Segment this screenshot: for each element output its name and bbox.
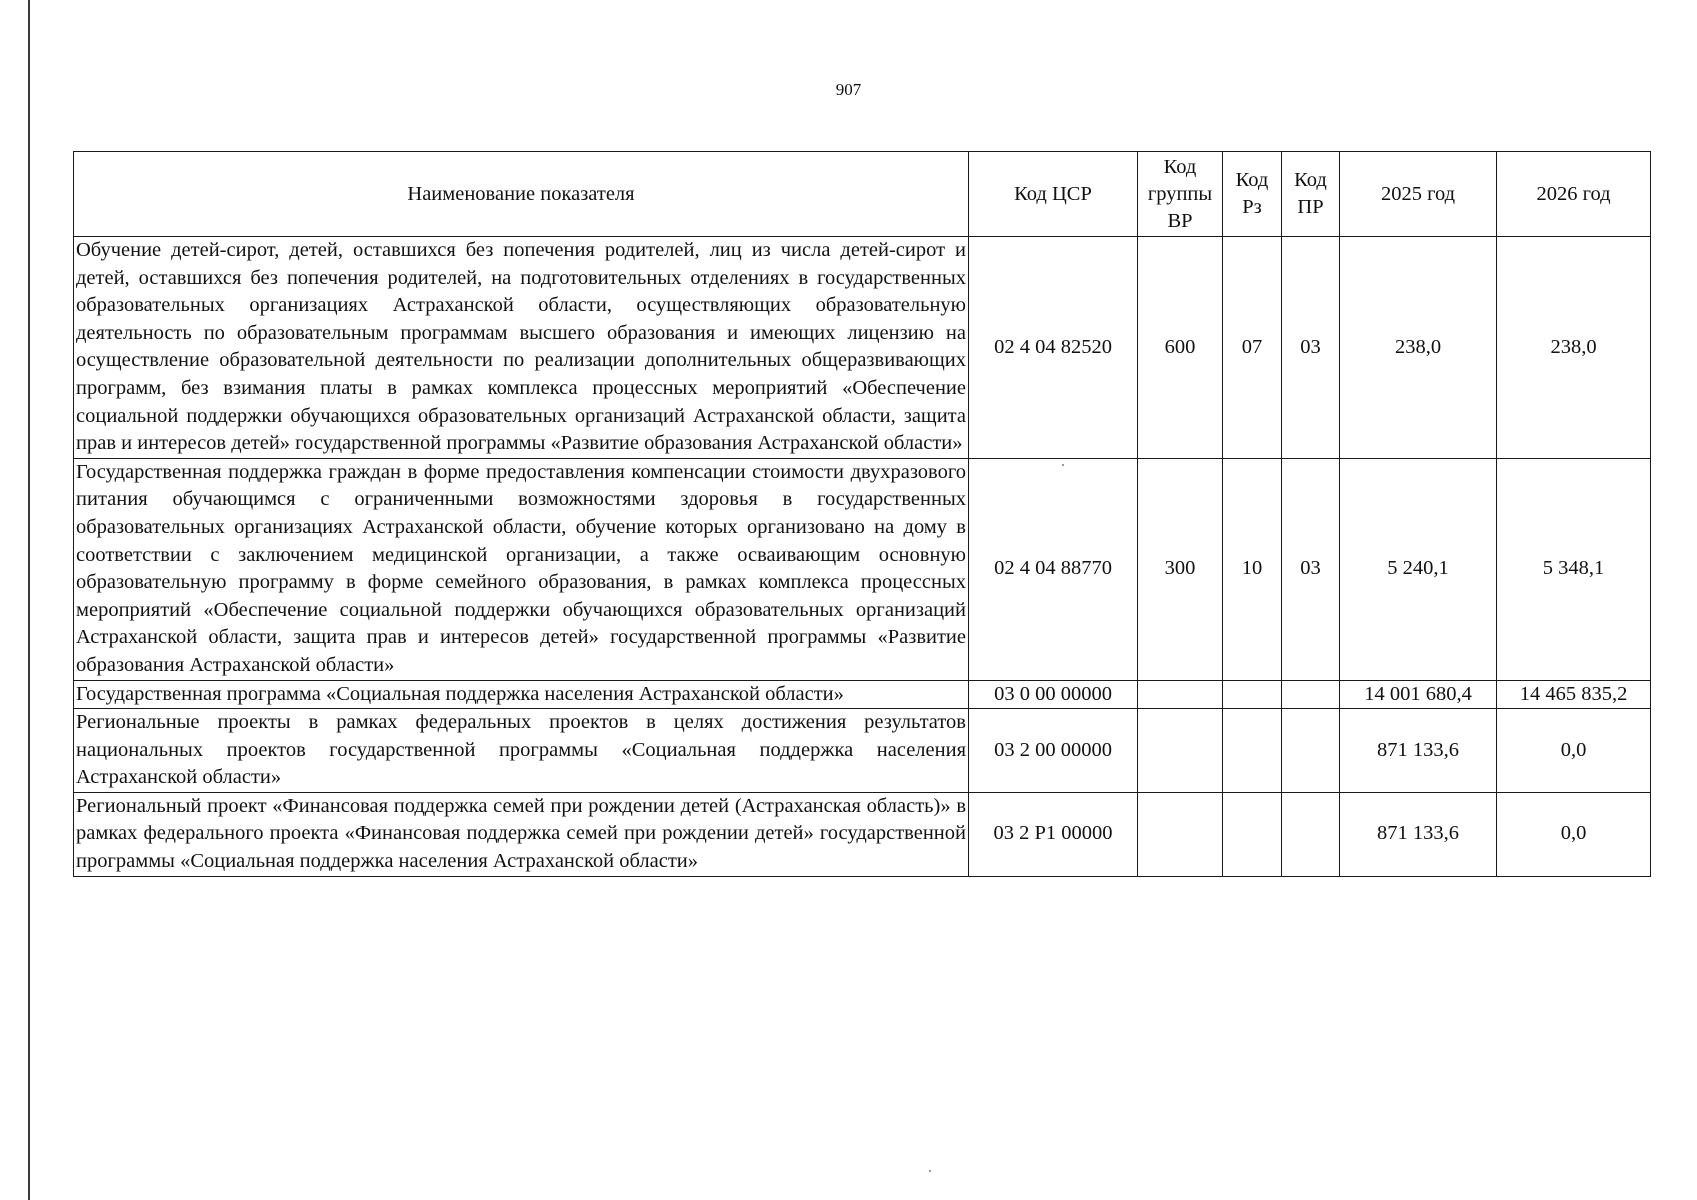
row-rz-code: 10 [1223,458,1282,680]
budget-table [73,151,1651,877]
row-name: Государственная поддержка граждан в форме предоставления компенсации стоимости двухразового питания обучающимся с ограниченными возможностями здоровья в государственных образовательных организациях Астраханской области, обучение которых организовано на дому в соответствии с заключением медицинской организации, а также осваивающим основную образовательную программу в форме семейного образования, в рамках комплекса процессных мероприятий «Обеспечение социальной поддержки обучающихся образовательных организаций Астраханской области, защита прав и интересов детей» государственной программы «Развитие образования Астраханской области» [74,458,969,680]
table-header-row [74,152,1651,237]
scan-speck [929,1170,931,1172]
table-row [74,792,1651,876]
row-amount-2025: 238,0 [1340,237,1497,459]
header-pr-code: Код ПР [1282,152,1340,237]
row-csr-code: 03 0 00 00000 [969,680,1138,709]
row-pr-code [1282,709,1340,793]
row-amount-2025: 871 133,6 [1340,792,1497,876]
row-rz-code: 07 [1223,237,1282,459]
row-rz-code [1223,709,1282,793]
row-pr-code: 03 [1282,237,1340,459]
row-rz-code [1223,680,1282,709]
row-amount-2026: 5 348,1 [1497,458,1651,680]
row-amount-2026: 0,0 [1497,709,1651,793]
row-vr-code [1138,680,1223,709]
row-csr-code: 02 4 04 88770 [969,458,1138,680]
table-row [74,458,1651,680]
row-name: Обучение детей-сирот, детей, оставшихся без попечения родителей, лиц из числа детей-сирот и детей, оставшихся без попечения родителей, на подготовительных отделениях в государственных образовательных организациях Астраханской области, осуществляющих образовательную деятельность по образовательным программам высшего образования и имеющих лицензию на осуществление образовательной деятельности по реализации дополнительных общеразвивающих программ, без взимания платы в рамках комплекса процессных мероприятий «Обеспечение социальной поддержки обучающихся образовательных организаций Астраханской области, защита прав и интересов детей» государственной программы «Развитие образования Астраханской области» [74,237,969,459]
page-number: 907 [835,80,862,99]
table-row [74,709,1651,793]
header-csr-code: Код ЦСР [969,152,1138,237]
row-name: Региональные проекты в рамках федеральных проектов в целях достижения результатов национальных проектов государственной программы «Социальная поддержка населения Астраханской области» [74,709,969,793]
header-rz-code: Код Рз [1223,152,1282,237]
row-csr-code: 02 4 04 82520 [969,237,1138,459]
scan-speck [1062,464,1064,466]
row-amount-2026: 14 465 835,2 [1497,680,1651,709]
row-vr-code: 600 [1138,237,1223,459]
table-row [74,680,1651,709]
row-pr-code [1282,792,1340,876]
row-name: Региональный проект «Финансовая поддержка семей при рождении детей (Астраханская область)» в рамках федерального проекта «Финансовая поддержка семей при рождении детей» государственной программы «Социальная поддержка населения Астраханской области» [74,792,969,876]
row-amount-2026: 0,0 [1497,792,1651,876]
row-amount-2025: 14 001 680,4 [1340,680,1497,709]
header-year-2025: 2025 год [1340,152,1497,237]
row-amount-2025: 871 133,6 [1340,709,1497,793]
row-vr-code [1138,709,1223,793]
header-year-2026: 2026 год [1497,152,1651,237]
row-csr-code: 03 2 00 00000 [969,709,1138,793]
row-vr-code: 300 [1138,458,1223,680]
row-amount-2025: 5 240,1 [1340,458,1497,680]
row-vr-code [1138,792,1223,876]
table-row [74,237,1651,459]
row-name: Государственная программа «Социальная поддержка населения Астраханской области» [74,680,969,709]
row-csr-code: 03 2 P1 00000 [969,792,1138,876]
row-pr-code: 03 [1282,458,1340,680]
row-amount-2026: 238,0 [1497,237,1651,459]
row-rz-code [1223,792,1282,876]
row-pr-code [1282,680,1340,709]
header-vr-code: Код группы ВР [1138,152,1223,237]
page-binding-line [28,0,30,1200]
header-name: Наименование показателя [74,152,969,237]
